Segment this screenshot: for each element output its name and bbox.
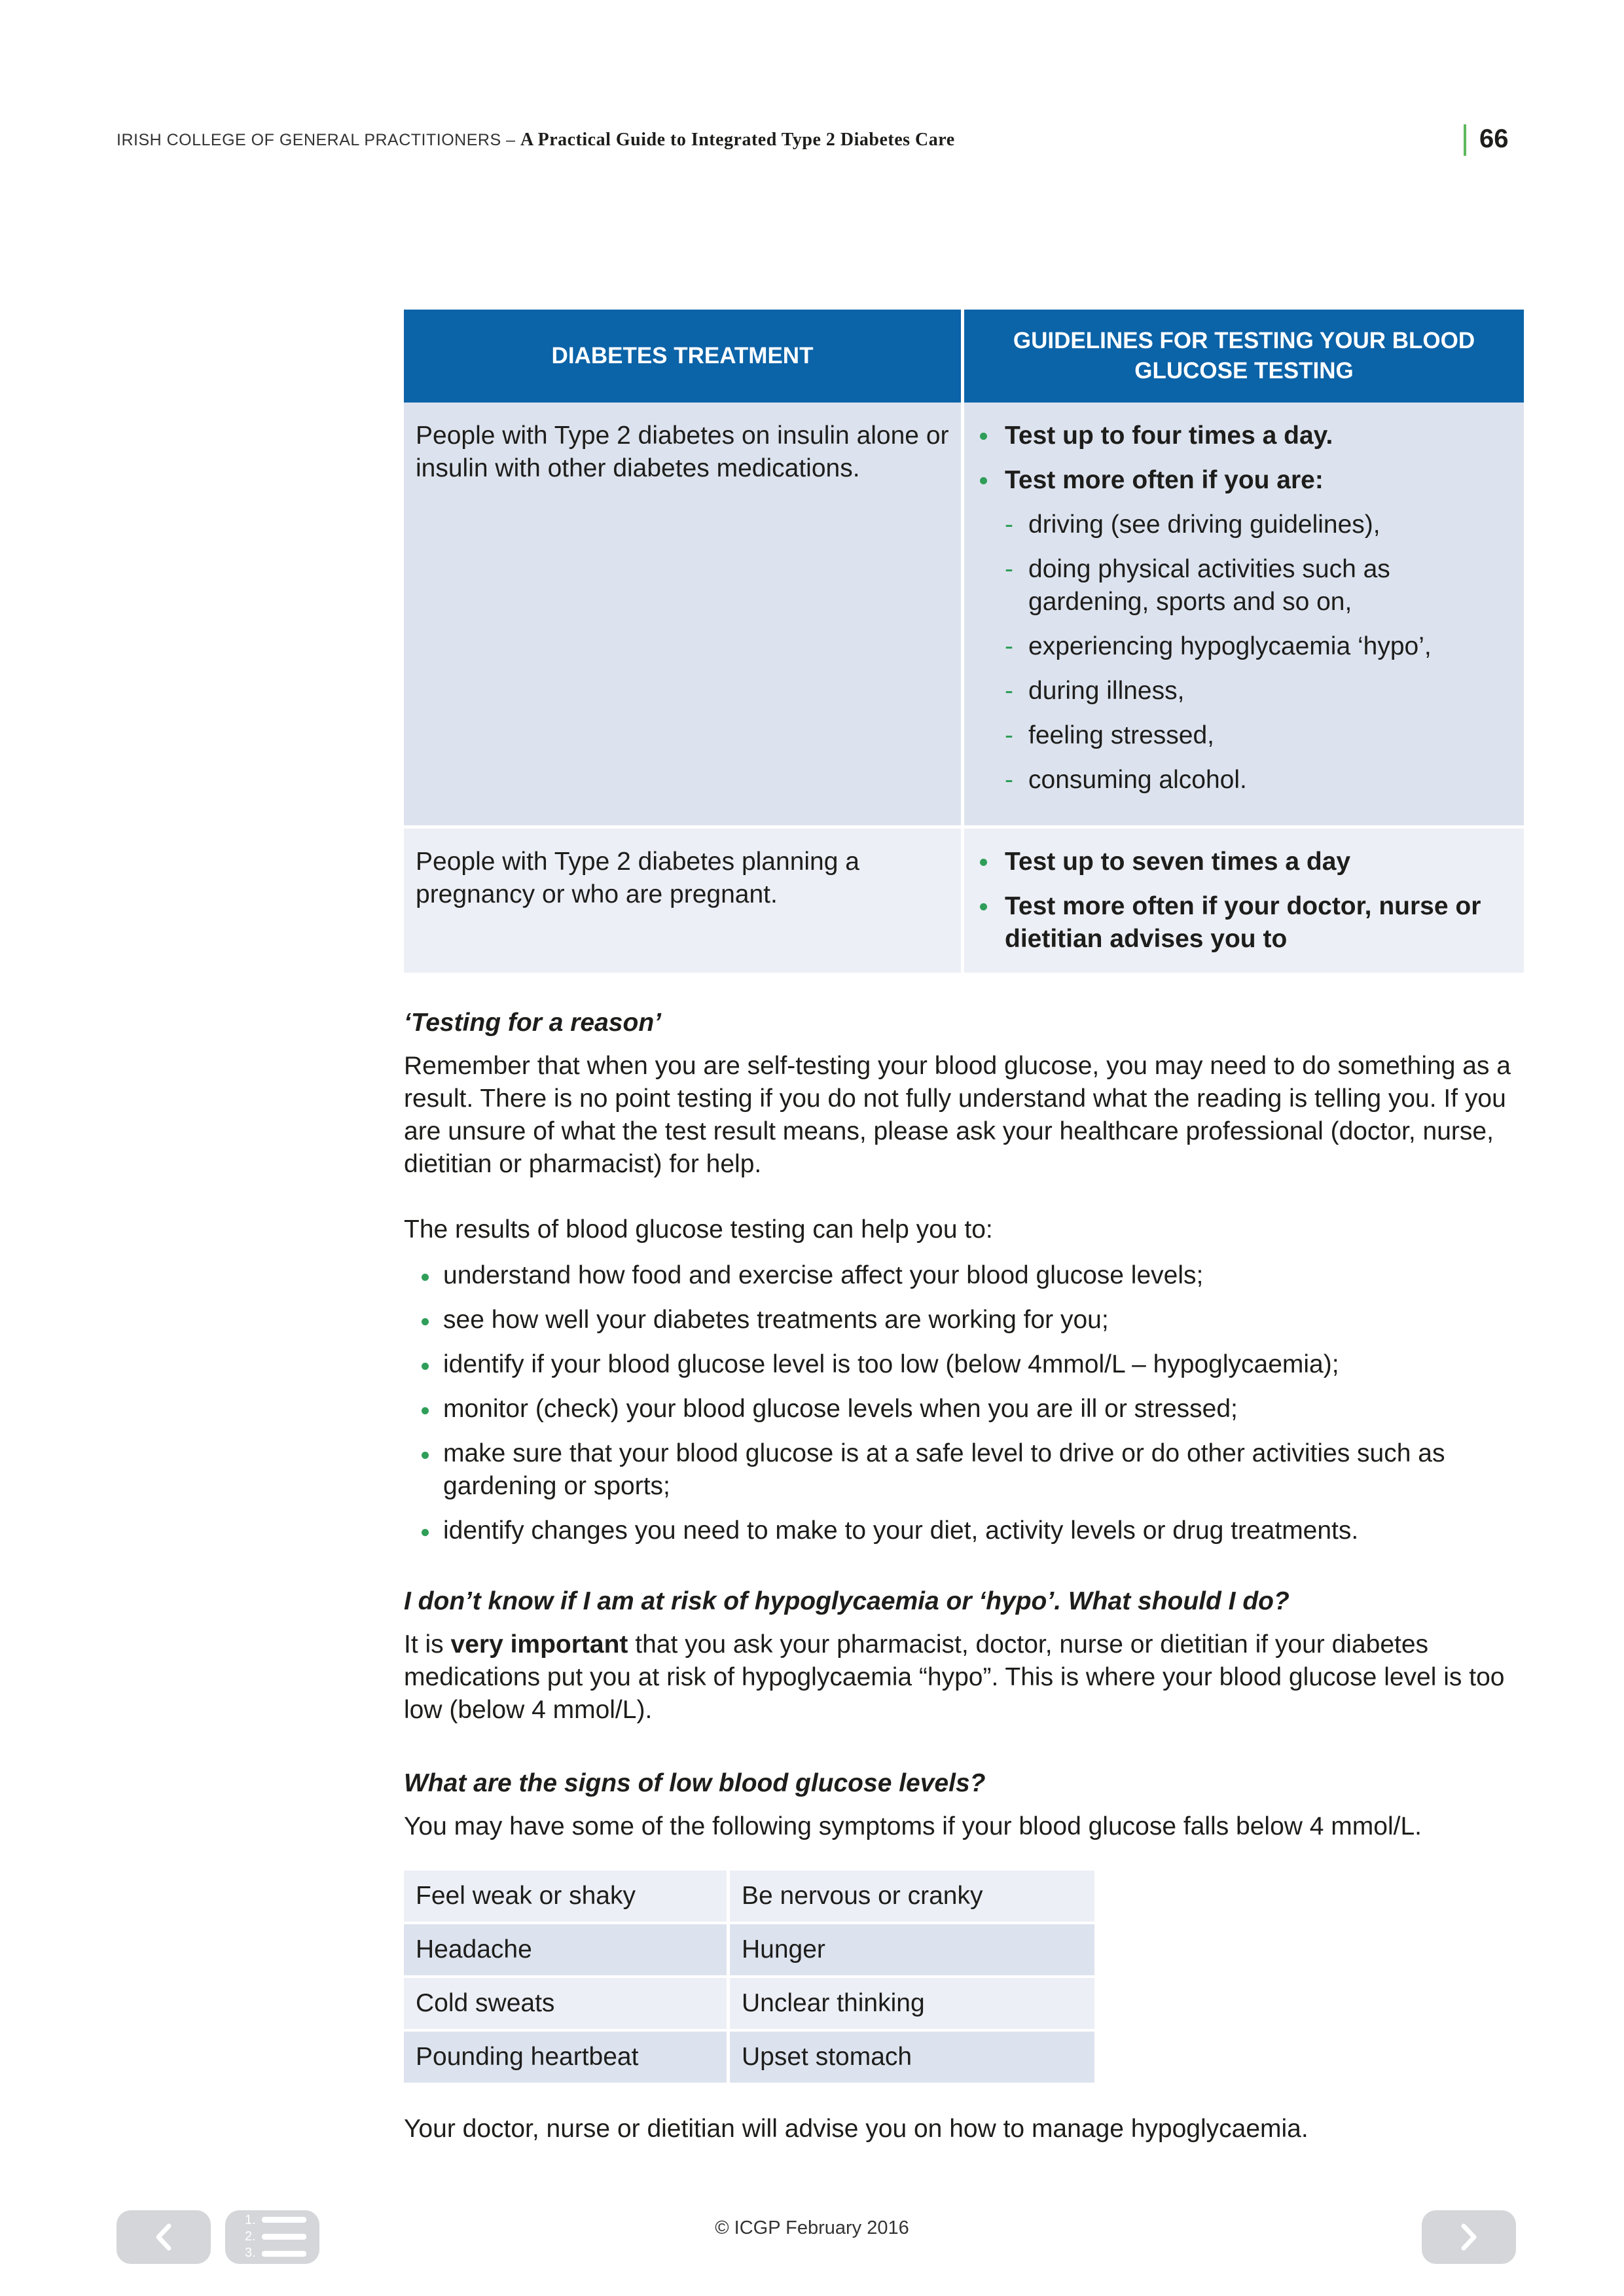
next-page-button[interactable]: [1422, 2210, 1516, 2264]
sub-list-item: - during illness,: [976, 675, 1512, 708]
list-item: make sure that your blood glucose is at a safe level to drive or do other activities such as gardening or sports;: [404, 1437, 1524, 1503]
table-row: [404, 1978, 1094, 2032]
page-header: [117, 124, 1524, 164]
list-item: Test up to four times a day.: [976, 420, 1512, 452]
list-item: Test more often if you are:: [976, 464, 1512, 497]
guide-title: A Practical Guide to Integrated Type 2 Diabetes Care: [520, 130, 955, 150]
symptoms-table: [404, 1871, 1094, 2085]
symptom-cell: Feel weak or shaky: [404, 1871, 730, 1924]
col-header-treatment: DIABETES TREATMENT: [404, 310, 964, 403]
paragraph: Your doctor, nurse or dietitian will advise you on how to manage hypoglycaemia.: [404, 2115, 1308, 2143]
section-heading: What are the signs of low blood glucose levels?: [404, 1769, 986, 1797]
main-content: [404, 310, 1524, 2145]
paragraph: The results of blood glucose testing can help you to:: [404, 1215, 993, 1244]
list-item: understand how food and exercise affect your blood glucose levels;: [404, 1259, 1524, 1292]
symptom-cell: Headache: [404, 1924, 730, 1978]
section-heading: ‘Testing for a reason’: [404, 1009, 661, 1037]
symptom-cell: Upset stomach: [730, 2032, 1094, 2085]
paragraph: Remember that when you are self-testing your blood glucose, you may need to do something as a result. There is no point testing if you do not fully understand what the reading is telling you. If you are unsure of what the test result means, please ask your healthcare professional (doctor, nurse, dietitian or pharmacist) for help.: [404, 1052, 1511, 1178]
section-heading: I don’t know if I am at risk of hypoglycaemia or ‘hypo’. What should I do?: [404, 1587, 1290, 1615]
testing-guidelines-table: [404, 310, 1524, 973]
treatment-cell: People with Type 2 diabetes planning a pregnancy or who are pregnant.: [404, 829, 964, 973]
numbered-list-icon: 1. 2. 3.: [225, 2210, 319, 2264]
list-item: identify if your blood glucose level is too low (below 4mmol/L – hypoglycaemia);: [404, 1348, 1524, 1381]
sub-list-item: - doing physical activities such as gardening, sports and so on,: [976, 553, 1512, 619]
sub-list-item: - experiencing hypoglycaemia ‘hypo’,: [976, 630, 1512, 663]
table-row: [404, 1924, 1094, 1978]
symptom-cell: Hunger: [730, 1924, 1094, 1978]
benefits-list: [404, 1259, 1524, 1547]
paragraph: It is very important that you ask your pharmacist, doctor, nurse or dietitian if your diabetes medications put you at risk of hypoglycaemia “hypo”. This is where your blood glucose level is too low (below 4 mmol/L).: [404, 1630, 1505, 1724]
table-row: [404, 1871, 1094, 1924]
table-row: [404, 403, 1524, 829]
chevron-right-icon: [1456, 2222, 1482, 2252]
list-item: Test more often if your doctor, nurse or dietitian advises you to: [976, 890, 1512, 956]
symptom-cell: Be nervous or cranky: [730, 1871, 1094, 1924]
symptom-cell: Pounding heartbeat: [404, 2032, 730, 2085]
sub-list-item: - feeling stressed,: [976, 719, 1512, 752]
copyright-notice: © ICGP February 2016: [715, 2217, 909, 2238]
org-name: IRISH COLLEGE OF GENERAL PRACTITIONERS: [117, 131, 501, 149]
symptom-cell: Cold sweats: [404, 1978, 730, 2032]
guidelines-cell: [964, 829, 1524, 973]
guidelines-cell: [964, 403, 1524, 829]
list-item: see how well your diabetes treatments are working for you;: [404, 1304, 1524, 1336]
col-header-guidelines: GUIDELINES FOR TESTING YOUR BLOOD GLUCOSE TESTING: [964, 310, 1524, 403]
page-number: 66: [1479, 124, 1509, 153]
table-row: [404, 2032, 1094, 2085]
sub-list-item: - consuming alcohol.: [976, 764, 1512, 797]
emphasis: very important: [450, 1630, 628, 1659]
sub-list-item: - driving (see driving guidelines),: [976, 509, 1512, 541]
table-row: [404, 829, 1524, 973]
list-item: Test up to seven times a day: [976, 846, 1512, 878]
treatment-cell: People with Type 2 diabetes on insulin alone or insulin with other diabetes medications.: [404, 403, 964, 829]
running-title: IRISH COLLEGE OF GENERAL PRACTITIONERS – A Practical Guide to Integrated Type 2 Diabetes Care: [117, 130, 955, 150]
header-divider: [1464, 124, 1466, 156]
list-item: monitor (check) your blood glucose levels when you are ill or stressed;: [404, 1393, 1524, 1426]
list-item: identify changes you need to make to your diet, activity levels or drug treatments.: [404, 1515, 1524, 1547]
paragraph: You may have some of the following symptoms if your blood glucose falls below 4 mmol/L.: [404, 1812, 1422, 1840]
symptom-cell: Unclear thinking: [730, 1978, 1094, 2032]
